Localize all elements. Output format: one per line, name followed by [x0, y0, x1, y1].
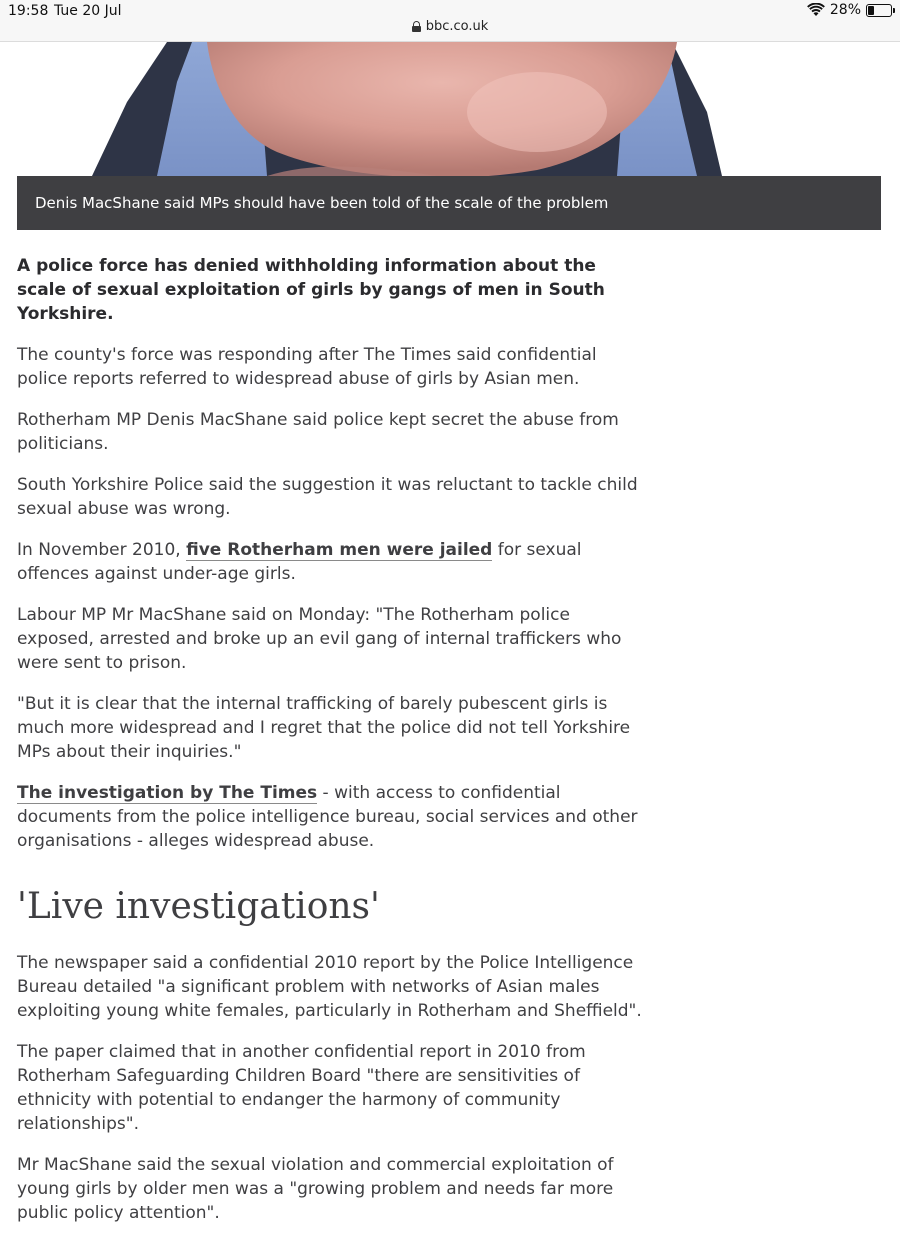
paragraph: Labour MP Mr MacShane said on Monday: "The Rotherham police exposed, arrested and broke up an evil gang of internal traffickers who were sent to prison. [17, 605, 622, 673]
article-image [17, 42, 881, 176]
paragraph-text: - with access to confidential documents from the police intelligence bureau, social services and other organisations - alleges widespread abuse. [17, 783, 638, 851]
paragraph-text: In November 2010, [17, 540, 187, 560]
status-indicators [807, 2, 892, 18]
paragraph: South Yorkshire Police said the suggestion it was reluctant to tackle child sexual abuse was wrong. [17, 475, 638, 519]
portrait-illustration [17, 42, 881, 176]
paragraph [17, 538, 649, 586]
status-bar [0, 0, 900, 42]
status-date: Tue 20 Jul [54, 3, 122, 19]
paragraph: The county's force was responding after The Times said confidential police reports referred to widespread abuse of girls by Asian men. [17, 345, 597, 389]
paragraph: "But it is clear that the internal trafficking of barely pubescent girls is much more widespread and I regret that the police did not tell Yorkshire MPs about their inquiries." [17, 694, 631, 762]
paragraph-text: for sexual offences against under-age girls. [17, 540, 582, 584]
paragraph [17, 781, 649, 853]
wifi-icon [807, 3, 825, 17]
lock-icon [412, 21, 421, 32]
link-times-investigation[interactable]: The investigation by The Times [17, 783, 318, 803]
section-heading: 'Live investigations' [17, 886, 380, 927]
battery-icon [866, 4, 892, 17]
address-bar[interactable] [0, 19, 900, 34]
battery-fill [868, 6, 874, 15]
url-text: bbc.co.uk [425, 19, 489, 34]
link-five-men-jailed[interactable]: five Rotherham men were jailed [186, 540, 493, 560]
status-time: 19:58 [8, 3, 49, 19]
paragraph: Rotherham MP Denis MacShane said police kept secret the abuse from politicians. [17, 410, 619, 454]
article-lead: A police force has denied withholding information about the scale of sexual exploitation of girls by gangs of men in South Yorkshire. [17, 256, 605, 324]
article-body [17, 254, 649, 1242]
paragraph: The paper claimed that in another confidential report in 2010 from Rotherham Safeguarding Children Board "there are sensitivities of ethnicity with potential to endanger the harmony of community relationships". [17, 1042, 586, 1134]
battery-percent: 28% [829, 2, 861, 18]
paragraph: The newspaper said a confidential 2010 report by the Police Intelligence Bureau detailed "a significant problem with networks of Asian males exploiting young white females, particularly in Rotherham and Sheffield". [17, 953, 642, 1021]
image-caption: Denis MacShane said MPs should have been told of the scale of the problem [17, 176, 881, 230]
paragraph: Mr MacShane said the sexual violation and commercial exploitation of young girls by older men was a "growing problem and needs far more public policy attention". [17, 1155, 614, 1223]
